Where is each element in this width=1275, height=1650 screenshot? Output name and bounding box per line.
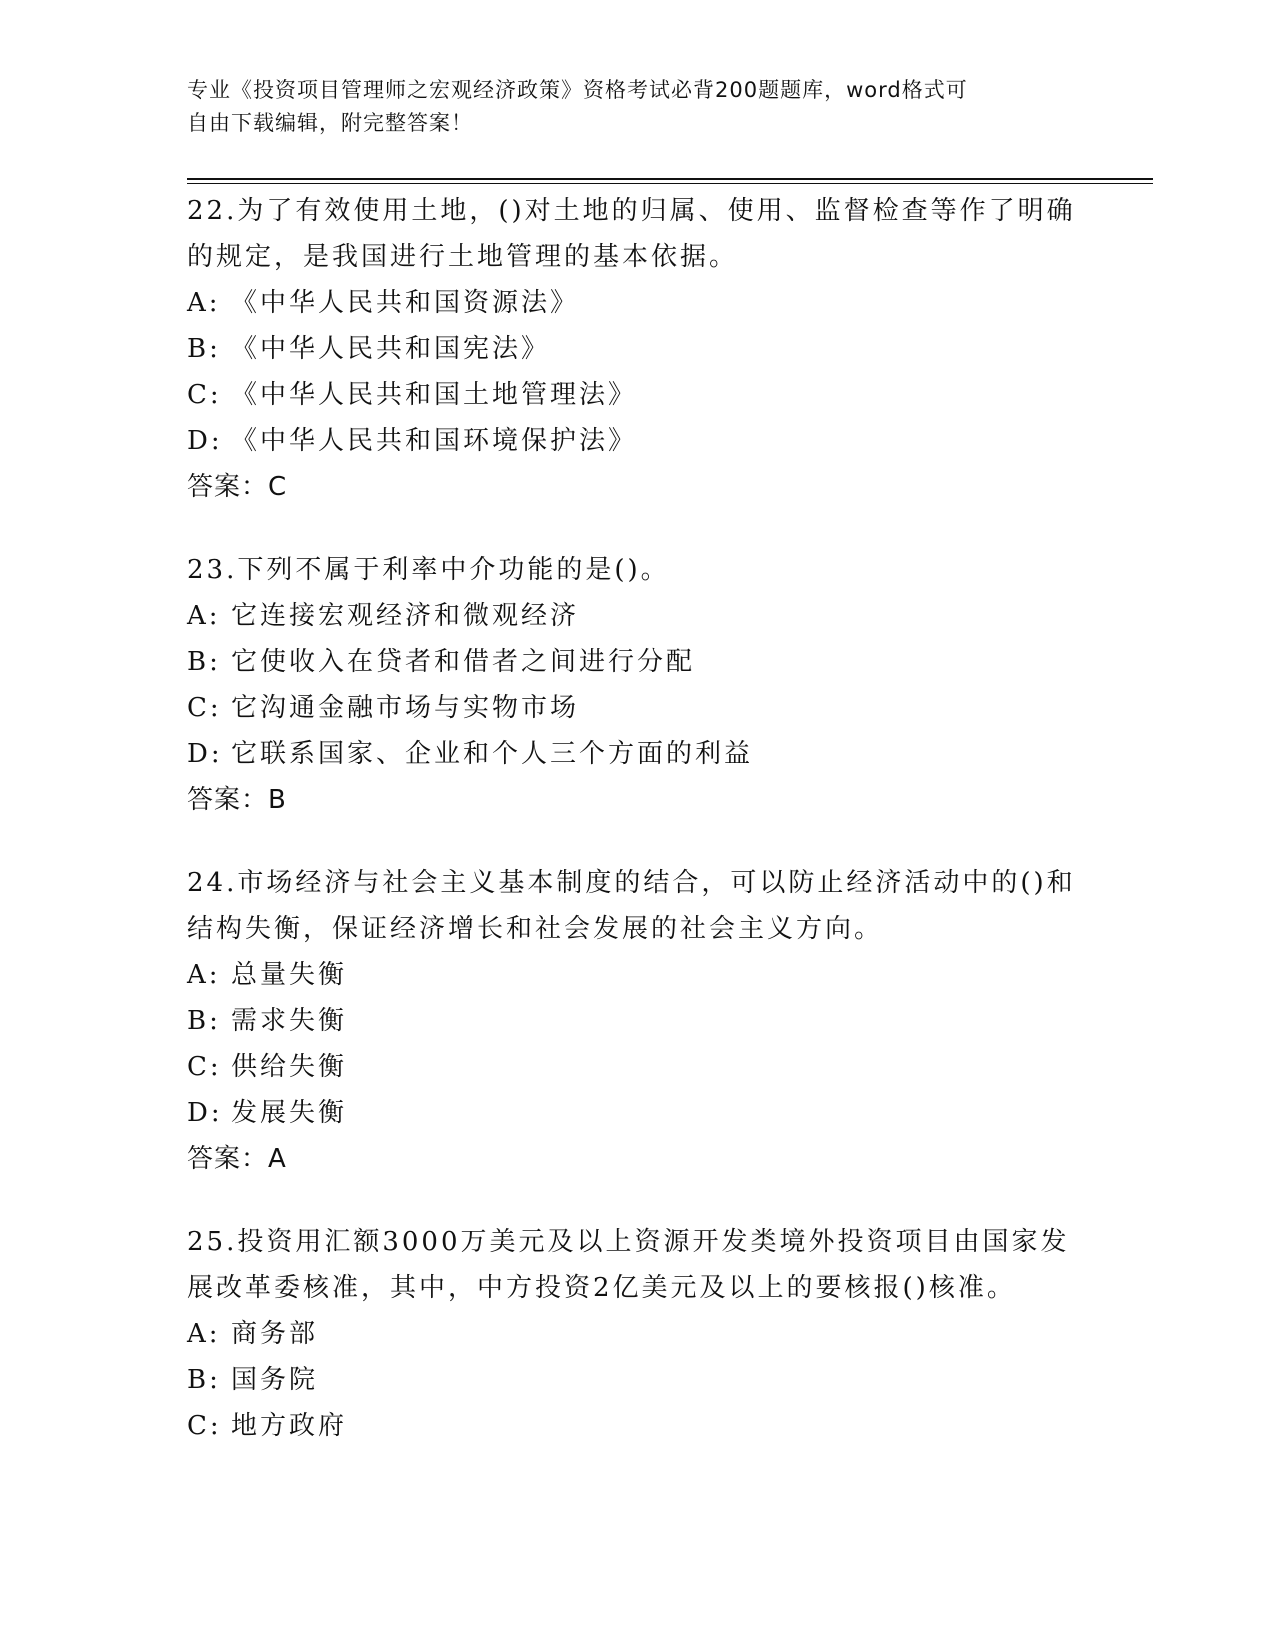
- option-key: C:: [187, 1052, 222, 1082]
- option-text: 国务院: [231, 1365, 319, 1395]
- option-a: [187, 593, 1087, 639]
- option-text: 它连接宏观经济和微观经济: [231, 601, 580, 631]
- option-text: 它沟通金融市场与实物市场: [231, 693, 580, 723]
- option-text: 供给失衡: [231, 1052, 348, 1082]
- question-23: [187, 547, 1087, 823]
- option-a: [187, 952, 1087, 998]
- option-a: [187, 1311, 1087, 1357]
- question-22: [187, 188, 1087, 510]
- option-text: 《中华人民共和国环境保护法》: [231, 426, 638, 456]
- option-text: 商务部: [231, 1319, 319, 1349]
- option-key: C:: [187, 1411, 222, 1441]
- option-key: B:: [187, 1365, 221, 1395]
- header-rule-bottom: [187, 183, 1153, 184]
- option-key: A:: [187, 1319, 221, 1349]
- question-stem-line: 22.为了有效使用土地，()对土地的归属、使用、监督检查等作了明确: [187, 196, 1076, 226]
- option-key: B:: [187, 647, 221, 677]
- question-stem-line: 的规定，是我国进行土地管理的基本依据。: [187, 242, 739, 272]
- header-rule-top: [187, 178, 1153, 180]
- option-text: 《中华人民共和国资源法》: [231, 288, 580, 318]
- option-b: [187, 998, 1087, 1044]
- question-stem-line: 23.下列不属于利率中介功能的是()。: [187, 555, 670, 585]
- question-stem-line: 25.投资用汇额3000万美元及以上资源开发类境外投资项目由国家发: [187, 1227, 1070, 1257]
- option-c: [187, 1044, 1087, 1090]
- option-key: A:: [187, 960, 221, 990]
- answer-line: 答案：B: [187, 785, 287, 815]
- option-a: [187, 280, 1087, 326]
- option-key: A:: [187, 601, 221, 631]
- option-c: [187, 372, 1087, 418]
- question-stem-line: 24.市场经济与社会主义基本制度的结合，可以防止经济活动中的()和: [187, 868, 1076, 898]
- option-c: [187, 685, 1087, 731]
- option-key: D:: [187, 739, 223, 769]
- option-text: 地方政府: [231, 1411, 348, 1441]
- option-key: A:: [187, 288, 221, 318]
- document-header: [187, 74, 1067, 140]
- option-c: [187, 1403, 1087, 1449]
- question-list: [187, 188, 1087, 1486]
- header-line-2: 自由下载编辑，附完整答案！: [187, 111, 473, 135]
- question-stem-line: 结构失衡，保证经济增长和社会发展的社会主义方向。: [187, 914, 884, 944]
- option-text: 发展失衡: [231, 1098, 348, 1128]
- option-text: 《中华人民共和国土地管理法》: [231, 380, 638, 410]
- option-b: [187, 1357, 1087, 1403]
- option-text: 它使收入在贷者和借者之间进行分配: [231, 647, 696, 677]
- header-line-1: 专业《投资项目管理师之宏观经济政策》资格考试必背200题题库，word格式可: [187, 78, 968, 102]
- answer-line: 答案：A: [187, 1144, 287, 1174]
- option-text: 总量失衡: [231, 960, 348, 990]
- option-d: [187, 1090, 1087, 1136]
- answer-line: 答案：C: [187, 472, 288, 502]
- option-d: [187, 731, 1087, 777]
- option-text: 《中华人民共和国宪法》: [231, 334, 551, 364]
- option-text: 需求失衡: [231, 1006, 348, 1036]
- option-key: D:: [187, 1098, 223, 1128]
- option-key: D:: [187, 426, 223, 456]
- option-key: B:: [187, 334, 221, 364]
- option-key: C:: [187, 693, 222, 723]
- option-d: [187, 418, 1087, 464]
- question-24: [187, 860, 1087, 1182]
- option-key: C:: [187, 380, 222, 410]
- option-b: [187, 639, 1087, 685]
- option-text: 它联系国家、企业和个人三个方面的利益: [231, 739, 754, 769]
- question-25: [187, 1219, 1087, 1449]
- question-stem-line: 展改革委核准，其中，中方投资2亿美元及以上的要核报()核准。: [187, 1273, 1016, 1303]
- option-b: [187, 326, 1087, 372]
- option-key: B:: [187, 1006, 221, 1036]
